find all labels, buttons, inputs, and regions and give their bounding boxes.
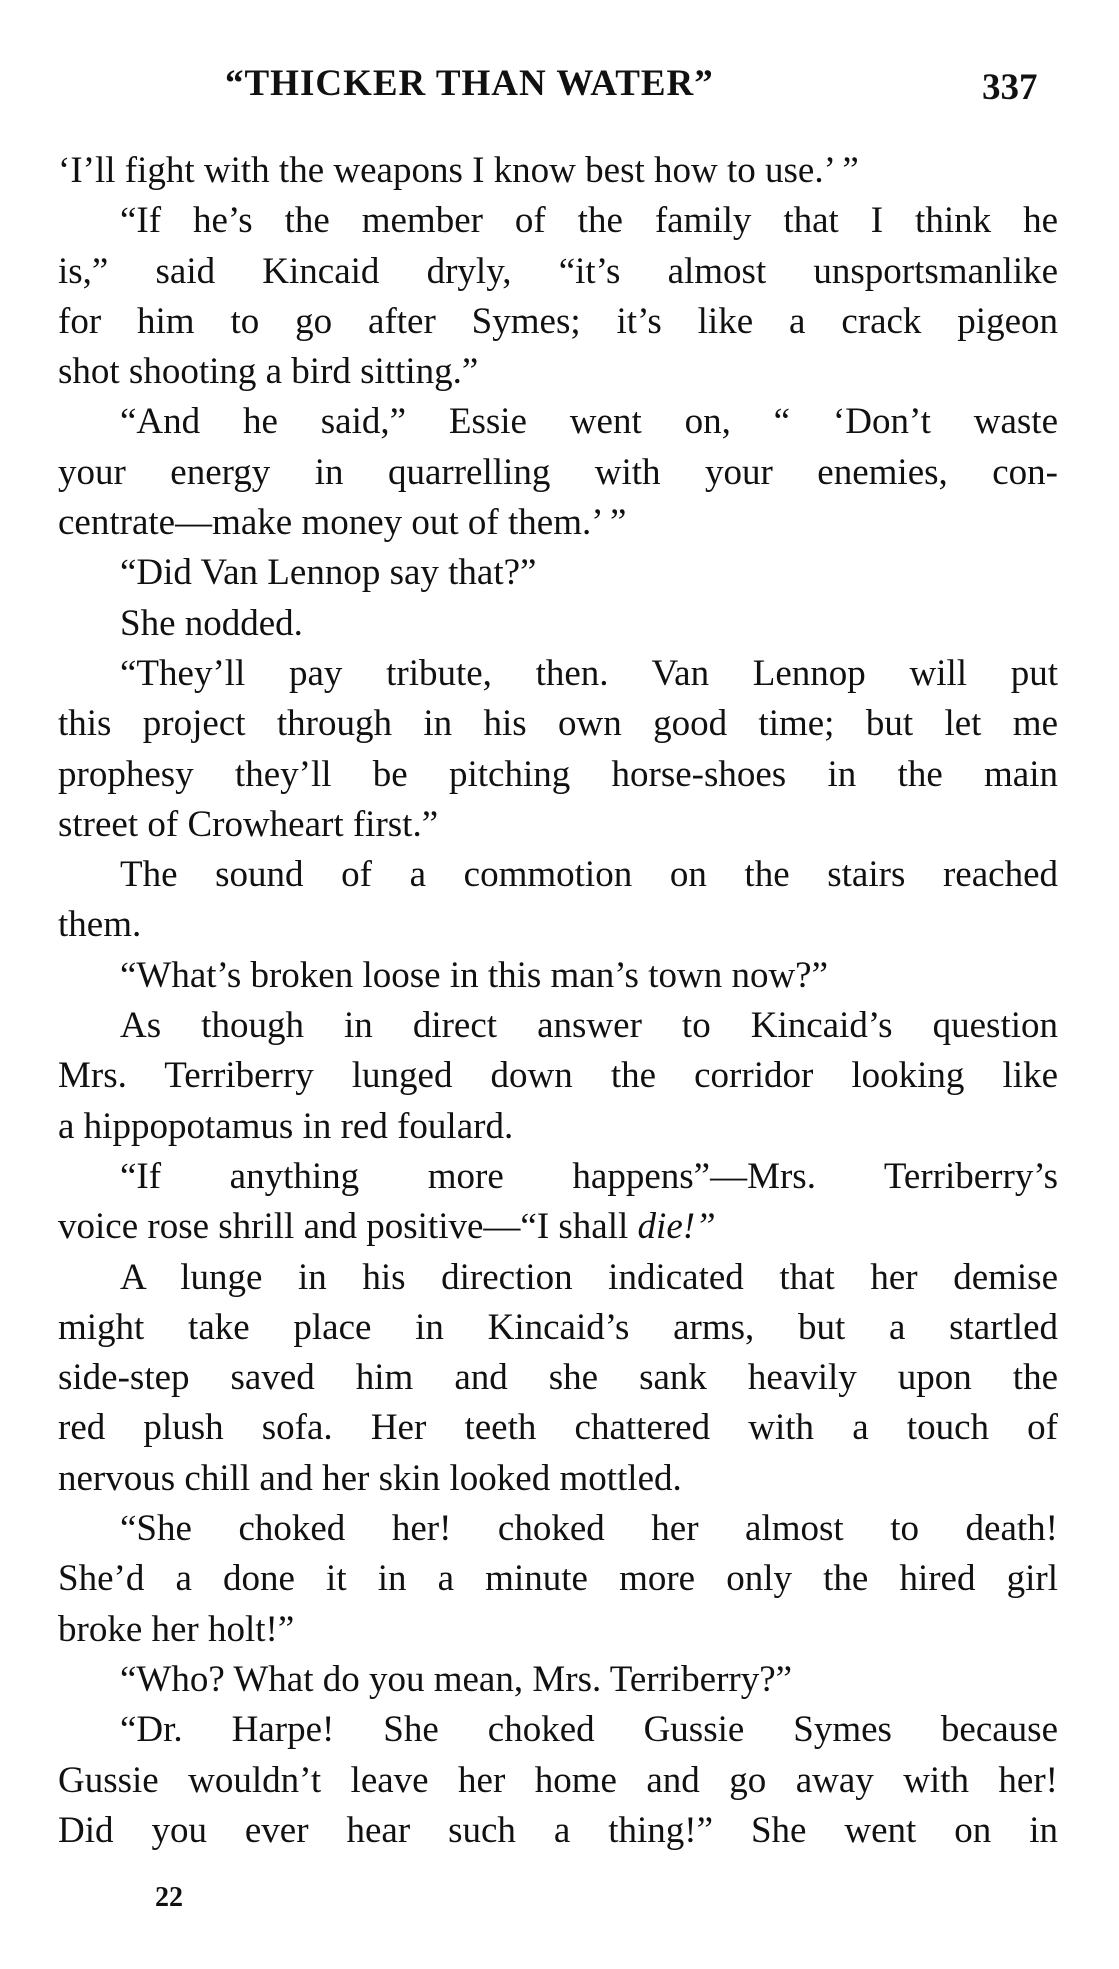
text-line: [58, 1655, 1058, 1705]
text-line-content: “They’ll pay tribute, then. Van Lennop will put: [120, 652, 1058, 694]
text-line-content: voice rose shrill and positive—“I shall: [58, 1206, 638, 1248]
text-line: [58, 1001, 1058, 1051]
text-line: [58, 196, 1058, 246]
text-line-content: A lunge in his direction indicated that her demise: [120, 1256, 1058, 1298]
text-line-content: might take place in Kincaid’s arms, but a startled: [58, 1306, 1058, 1348]
text-line: [58, 448, 1058, 498]
text-line-content: them.: [58, 904, 142, 946]
text-line: [58, 1102, 1058, 1152]
text-line: [58, 1253, 1058, 1303]
text-line: [58, 1403, 1058, 1453]
text-line: [58, 649, 1058, 699]
text-line: [58, 146, 1058, 196]
text-line-content: centrate—make money out of them.’ ”: [58, 502, 627, 544]
text-line-content: your energy in quarrelling with your enemies, con-: [58, 451, 1058, 493]
text-line-content: “If he’s the member of the family that I think he: [120, 200, 1058, 242]
running-title: “THICKER THAN WATER”: [225, 63, 714, 104]
text-line-content: The sound of a commotion on the stairs reached: [120, 854, 1058, 896]
italic-text: die!”: [637, 1206, 716, 1248]
text-line: [58, 1554, 1058, 1604]
text-line: [58, 548, 1058, 598]
text-line-content: a hippopotamus in red foulard.: [58, 1105, 514, 1147]
text-line: [58, 1353, 1058, 1403]
text-line-content: broke her holt!”: [58, 1608, 295, 1650]
text-line: [58, 1454, 1058, 1504]
text-line-content: for him to go after Symes; it’s like a crack pigeon: [58, 300, 1058, 342]
text-line-content: “If anything more happens”—Mrs. Terriberry’s: [120, 1155, 1058, 1197]
text-line-content: As though in direct answer to Kincaid’s question: [120, 1005, 1058, 1047]
text-line-content: “Did Van Lennop say that?”: [120, 552, 537, 594]
text-line: [58, 297, 1058, 347]
text-line: [58, 1152, 1058, 1202]
text-line-content: “And he said,” Essie went on, “ ‘Don’t waste: [120, 401, 1058, 443]
text-line-content: ‘I’ll fight with the weapons I know best how to use.’ ”: [58, 150, 859, 191]
text-line: [58, 397, 1058, 447]
text-line: [58, 1504, 1058, 1554]
text-line: [58, 1202, 1058, 1252]
text-line: [58, 1705, 1058, 1755]
text-line-content: “She choked her! choked her almost to death!: [120, 1508, 1058, 1550]
text-line: [58, 951, 1058, 1001]
text-line: [58, 247, 1058, 297]
page-number: 337: [982, 67, 1038, 108]
text-line: [58, 1756, 1058, 1806]
text-line: [58, 1303, 1058, 1353]
signature-mark: 22: [155, 1882, 183, 1913]
text-line-content: street of Crowheart first.”: [58, 803, 439, 845]
text-line: [58, 498, 1058, 548]
text-line-content: is,” said Kincaid dryly, “it’s almost unsportsmanlike: [58, 250, 1058, 292]
text-line: [58, 800, 1058, 850]
text-line-content: Mrs. Terriberry lunged down the corridor looking like: [58, 1055, 1058, 1097]
text-line-content: “Dr. Harpe! She choked Gussie Symes because: [120, 1709, 1058, 1751]
text-line: [58, 347, 1058, 397]
text-line-content: shot shooting a bird sitting.”: [58, 351, 479, 393]
text-line-content: She nodded.: [120, 602, 303, 644]
text-line-content: “Who? What do you mean, Mrs. Terriberry?”: [120, 1658, 793, 1700]
text-line: [58, 699, 1058, 749]
text-line-content: She’d a done it in a minute more only the hired girl: [58, 1558, 1058, 1600]
text-line: [58, 1806, 1058, 1856]
text-line: [58, 1051, 1058, 1101]
text-line: [58, 1605, 1058, 1655]
body-text: [58, 146, 1058, 1856]
text-line-content: side-step saved him and she sank heavily upon the: [58, 1357, 1058, 1399]
text-line-content: this project through in his own good time; but let me: [58, 703, 1058, 745]
text-line: [58, 750, 1058, 800]
text-line-content: Gussie wouldn’t leave her home and go away with her!: [58, 1759, 1058, 1801]
text-line-content: Did you ever hear such a thing!” She went on in: [58, 1809, 1058, 1851]
text-line-content: red plush sofa. Her teeth chattered with a touch of: [58, 1407, 1058, 1449]
running-head: [0, 62, 1119, 112]
text-line-content: prophesy they’ll be pitching horse-shoes in the main: [58, 753, 1058, 795]
text-line: [58, 599, 1058, 649]
text-line-content: “What’s broken loose in this man’s town now?”: [120, 954, 829, 996]
text-line-content: nervous chill and her skin looked mottled.: [58, 1457, 682, 1499]
text-line: [58, 850, 1058, 900]
text-line: [58, 900, 1058, 950]
